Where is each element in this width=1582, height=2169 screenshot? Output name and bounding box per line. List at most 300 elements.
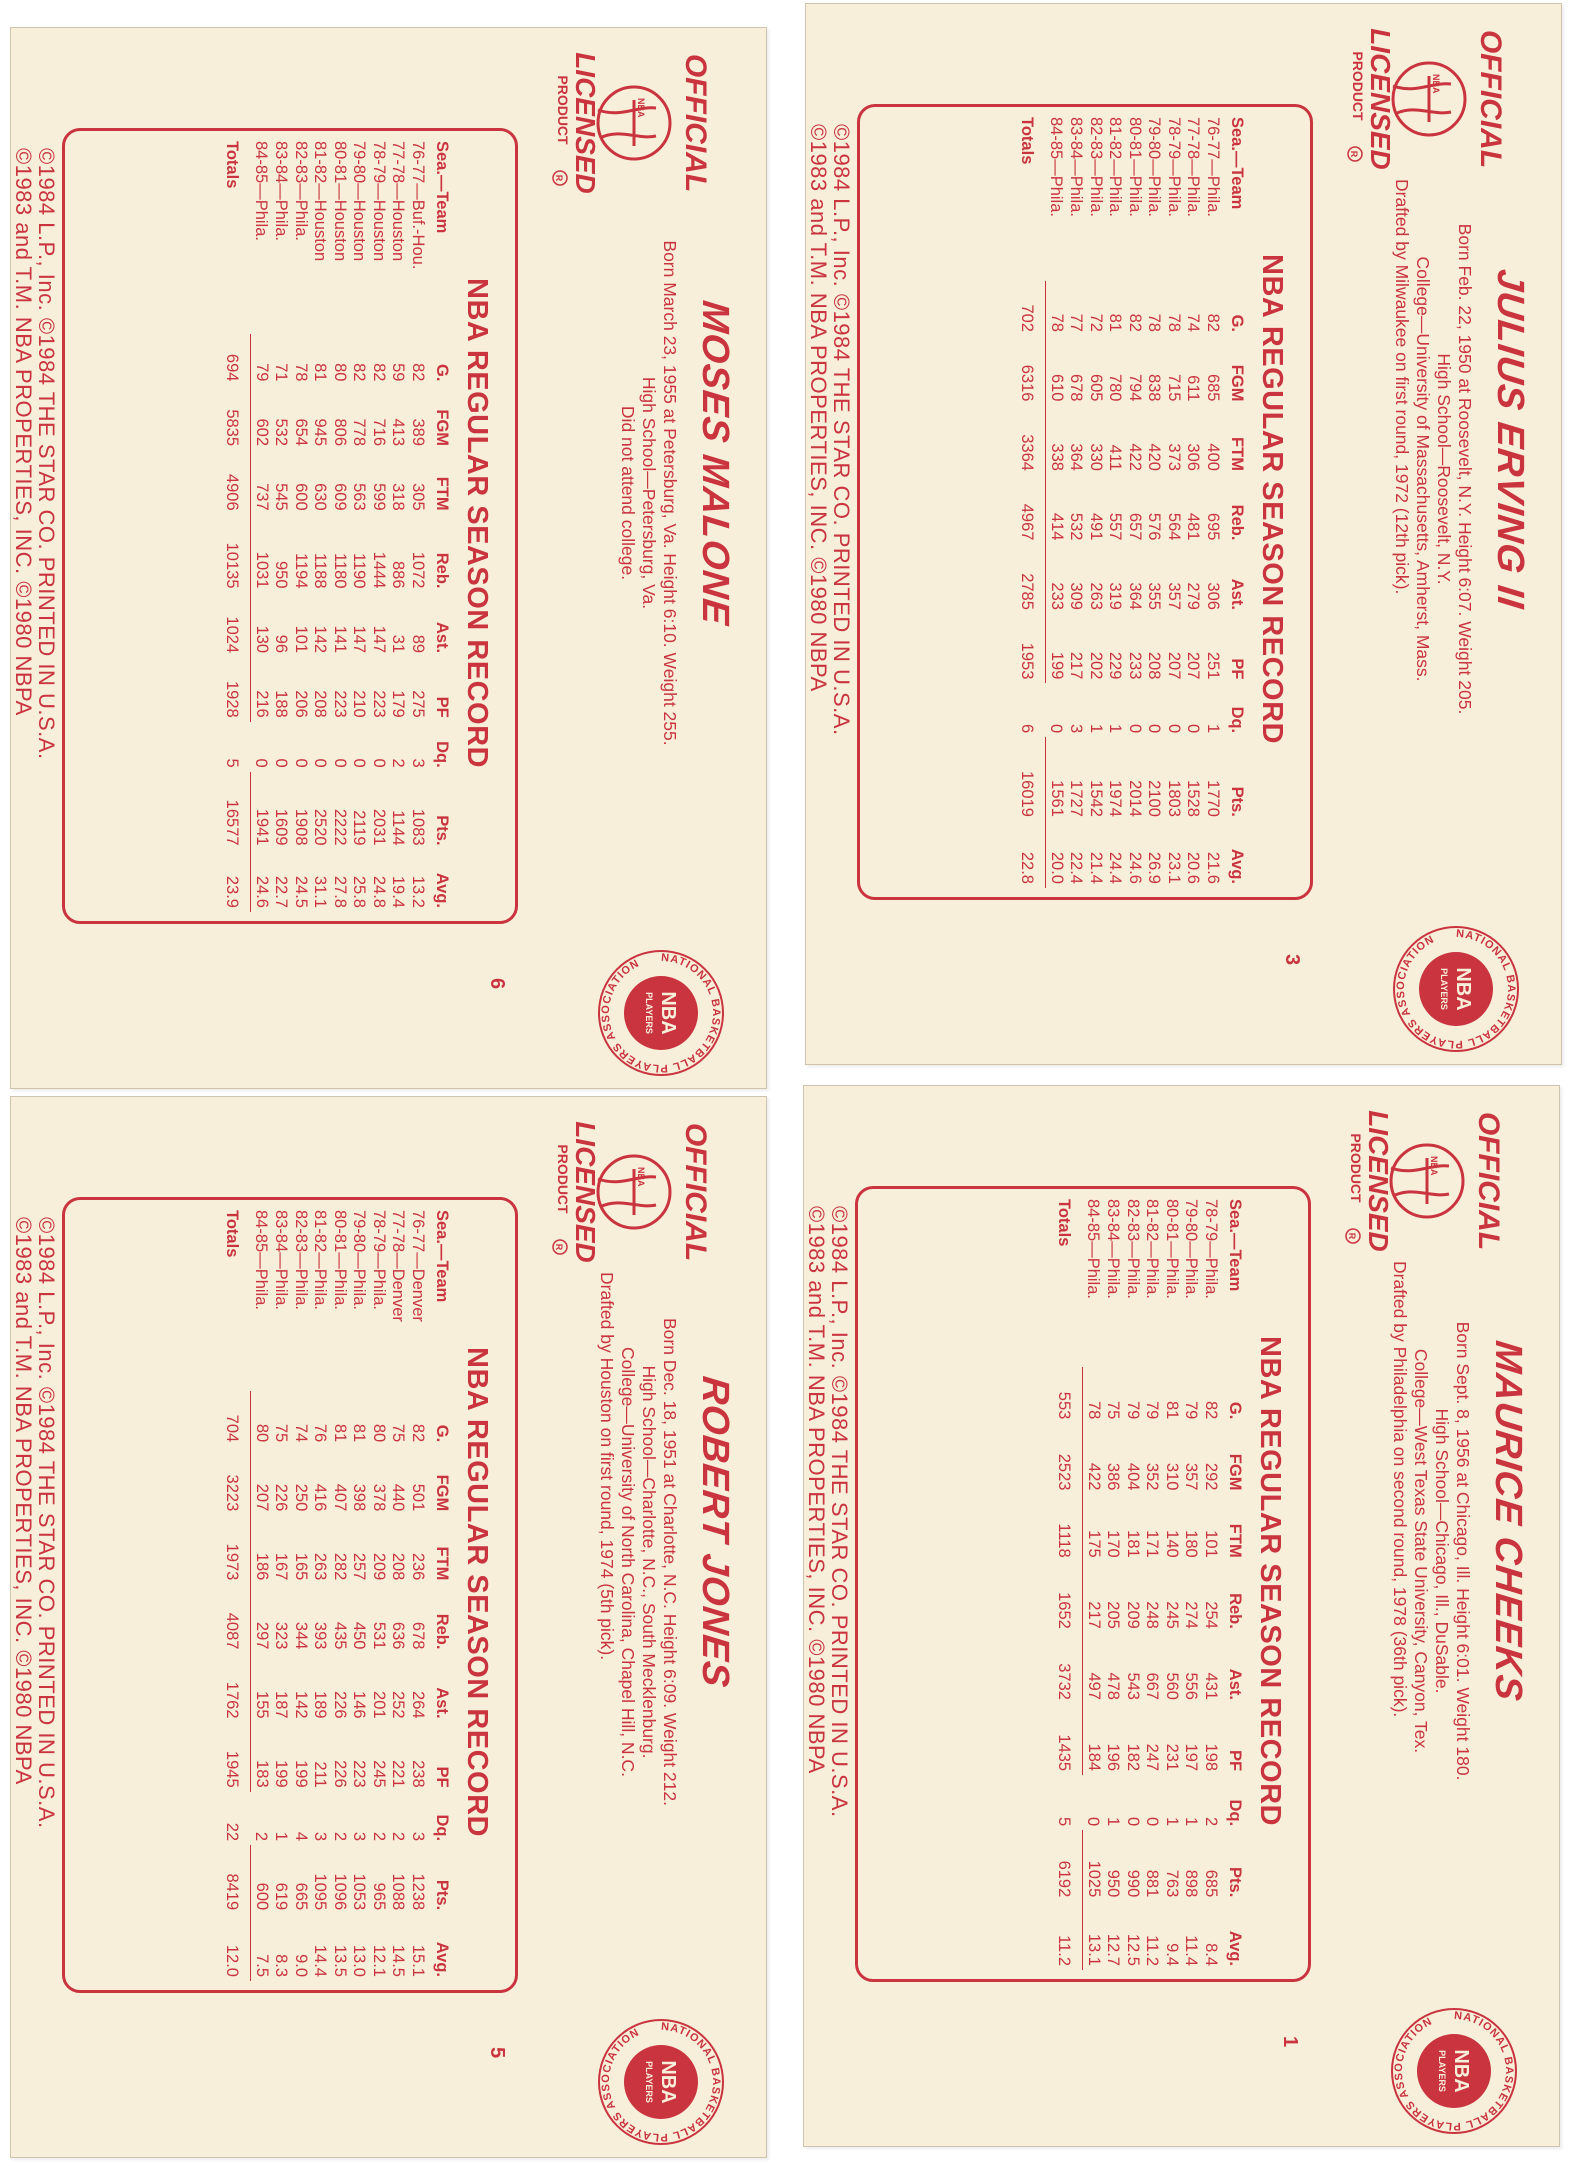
totals-label: Totals bbox=[223, 1210, 242, 1258]
table-cell: 221 bbox=[389, 1760, 408, 1788]
bio-line: Born Sept. 8, 1956 at Chicago, Ill. Height 6:01. Weight 180. bbox=[1453, 1321, 1473, 1781]
table-cell: 990 bbox=[1123, 1869, 1142, 1898]
copyright-line-1: ©1984 L.P., Inc. ©1984 THE STAR CO. PRINTED IN U.S.A. bbox=[34, 148, 59, 760]
table-cell: 0 bbox=[272, 758, 291, 768]
totals-cell: 23.9 bbox=[222, 850, 251, 912]
table-cell: 22.7 bbox=[272, 875, 291, 908]
table-cell: 79-80—Phila. bbox=[1182, 1199, 1201, 1299]
table-cell: 355 bbox=[1145, 582, 1164, 610]
official-nba: NBA bbox=[1429, 1156, 1439, 1176]
table-cell: 619 bbox=[272, 1882, 291, 1911]
card-back bbox=[806, 4, 1561, 1064]
table-cell: 778 bbox=[350, 418, 369, 447]
table-cell: 1542 bbox=[1086, 780, 1105, 817]
registered-mark: R bbox=[554, 174, 564, 182]
table-cell: 199 bbox=[291, 1760, 310, 1788]
table-row bbox=[369, 137, 389, 912]
table-cell: 26.9 bbox=[1145, 851, 1164, 884]
bio-line: College—University of Massachusetts, Amherst, Mass. bbox=[1413, 256, 1433, 682]
bio-line: Did not attend college. bbox=[618, 405, 638, 581]
table-cell: 199 bbox=[1047, 651, 1066, 680]
npa-ring-text: NATIONAL BASKETBALL PLAYERS ASSOCIATION bbox=[1392, 2009, 1516, 2133]
table-cell: 478 bbox=[1104, 1672, 1123, 1700]
table-row bbox=[1164, 113, 1184, 888]
totals-label: Totals bbox=[223, 141, 242, 189]
stats-box bbox=[857, 104, 1313, 900]
table-cell: 245 bbox=[369, 1760, 388, 1788]
table-cell: 217 bbox=[1084, 1601, 1103, 1629]
table-cell: 0 bbox=[1125, 723, 1144, 734]
totals-row bbox=[1054, 1195, 1083, 1970]
table-cell: 78 bbox=[1047, 313, 1066, 332]
table-cell: 83-84—Phila. bbox=[1067, 117, 1086, 217]
player-name: MOSES MALONE bbox=[694, 298, 736, 628]
table-cell: 23.1 bbox=[1164, 851, 1183, 884]
table-cell: 605 bbox=[1086, 373, 1105, 402]
totals-cell: 2785 bbox=[1017, 544, 1046, 613]
table-cell: 0 bbox=[1145, 723, 1164, 734]
table-cell: 167 bbox=[272, 1552, 291, 1581]
table-cell: 80 bbox=[369, 1423, 388, 1443]
table-cell: 83-84—Phila. bbox=[1104, 1199, 1123, 1299]
table-cell: 247 bbox=[1143, 1743, 1162, 1772]
npa-center-bottom: PLAYERS bbox=[1437, 2050, 1447, 2092]
table-cell: 400 bbox=[1203, 443, 1222, 471]
table-cell: 1770 bbox=[1203, 780, 1222, 817]
totals-cell: 16019 bbox=[1017, 737, 1046, 821]
table-cell: 898 bbox=[1182, 1869, 1201, 1898]
column-header: G. bbox=[1228, 314, 1246, 332]
column-header: Sea.—Team bbox=[433, 141, 451, 234]
table-cell: 81 bbox=[1106, 313, 1125, 332]
table-cell: 79 bbox=[1123, 1400, 1142, 1420]
bio-line: College—University of North Carolina, Chapel Hill, N.C. bbox=[618, 1347, 638, 1777]
table-cell: 245 bbox=[1162, 1601, 1181, 1629]
table-cell: 274 bbox=[1182, 1601, 1201, 1629]
table-cell: 11.2 bbox=[1143, 1935, 1162, 1966]
table-cell: 231 bbox=[1162, 1743, 1181, 1772]
table-cell: 389 bbox=[408, 418, 427, 447]
table-cell: 1561 bbox=[1047, 780, 1066, 817]
copyright-line-1: ©1984 L.P., Inc. ©1984 THE STAR CO. PRINTED IN U.S.A. bbox=[34, 1217, 59, 1829]
table-cell: 82 bbox=[350, 363, 369, 382]
table-cell: 76-77—Phila. bbox=[1203, 117, 1222, 217]
table-cell: 75 bbox=[1104, 1400, 1123, 1420]
table-cell: 80 bbox=[330, 363, 349, 382]
table-header-row bbox=[1222, 113, 1248, 888]
table-cell: 187 bbox=[272, 1691, 291, 1719]
table-cell: 12.5 bbox=[1123, 1933, 1142, 1966]
table-cell: 24.6 bbox=[252, 875, 271, 908]
totals-cell: 12.0 bbox=[222, 1914, 251, 1981]
table-cell: 79-80—Houston bbox=[350, 141, 369, 262]
table-cell: 80-81—Phila. bbox=[330, 1210, 349, 1310]
totals-cell: 1435 bbox=[1054, 1704, 1083, 1775]
totals-cell: 4967 bbox=[1017, 475, 1046, 544]
totals-cell: 1024 bbox=[222, 593, 251, 658]
table-cell: 1072 bbox=[408, 551, 427, 589]
table-cell: 78 bbox=[291, 363, 310, 382]
table-cell: 600 bbox=[291, 483, 310, 511]
column-header: G. bbox=[433, 364, 451, 382]
column-header: Ast. bbox=[433, 621, 451, 654]
table-cell: 226 bbox=[272, 1483, 291, 1512]
table-row bbox=[330, 137, 350, 912]
table-cell: 3 bbox=[350, 1831, 369, 1842]
table-cell: 1 bbox=[1086, 723, 1105, 734]
table-cell: 84-85—Phila. bbox=[1047, 117, 1066, 217]
table-cell: 685 bbox=[1201, 1869, 1220, 1898]
card-back bbox=[11, 28, 766, 1088]
table-cell: 630 bbox=[311, 483, 330, 511]
table-cell: 263 bbox=[311, 1552, 330, 1581]
player-bio bbox=[1391, 179, 1475, 759]
table-row bbox=[251, 1206, 271, 1981]
table-cell: 20.6 bbox=[1184, 851, 1203, 884]
bio-line: Drafted by Philadelphia on second round, 1978 (36th pick). bbox=[1390, 1261, 1410, 1718]
official-product: PRODUCT bbox=[555, 1144, 571, 1214]
table-cell: 71 bbox=[272, 363, 291, 382]
card-number: 6 bbox=[486, 978, 508, 990]
bio-line: Born Feb. 22, 1950 at Roosevelt, N.Y. Height 6:07. Weight 205. bbox=[1455, 223, 1475, 715]
table-cell: 306 bbox=[1184, 443, 1203, 471]
table-row bbox=[1103, 1195, 1123, 1970]
table-row bbox=[1125, 113, 1145, 888]
table-cell: 0 bbox=[350, 758, 369, 768]
table-cell: 292 bbox=[1201, 1462, 1220, 1491]
bio-line: Born March 23, 1955 at Petersburg, Va. Height 6:10. Weight 255. bbox=[660, 240, 680, 746]
table-cell: 543 bbox=[1123, 1672, 1142, 1700]
npa-ring-text: NATIONAL BASKETBALL PLAYERS ASSOCIATION bbox=[1394, 927, 1518, 1051]
table-cell: 24.6 bbox=[1125, 851, 1144, 884]
table-row bbox=[1105, 113, 1125, 888]
trading-card bbox=[10, 27, 767, 1089]
player-bio bbox=[617, 203, 680, 783]
table-cell: 13.0 bbox=[350, 1944, 369, 1977]
table-cell: 205 bbox=[1104, 1601, 1123, 1629]
table-cell: 208 bbox=[1145, 651, 1164, 680]
official-nba: NBA bbox=[636, 98, 646, 118]
player-name: MAURICE CHEEKS bbox=[1487, 1338, 1529, 1704]
table-cell: 83-84—Phila. bbox=[272, 1210, 291, 1310]
table-cell: 252 bbox=[389, 1691, 408, 1719]
player-name: ROBERT JONES bbox=[694, 1374, 736, 1690]
table-cell: 2031 bbox=[369, 808, 388, 846]
table-row bbox=[1162, 1195, 1182, 1970]
table-cell: 13.5 bbox=[330, 1944, 349, 1977]
bio-line: Born Dec. 18, 1951 at Charlotte, N.C. Height 6:09. Weight 212. bbox=[660, 1317, 680, 1806]
official-nba: NBA bbox=[636, 1167, 646, 1187]
table-cell: 233 bbox=[1125, 651, 1144, 680]
table-cell: 206 bbox=[291, 690, 310, 718]
table-cell: 1974 bbox=[1106, 780, 1125, 817]
table-cell: 564 bbox=[1164, 512, 1183, 541]
table-cell: 81 bbox=[311, 363, 330, 382]
table-cell: 202 bbox=[1086, 651, 1105, 680]
npa-logo-icon bbox=[596, 948, 726, 1078]
table-cell: 14.4 bbox=[311, 1944, 330, 1977]
table-cell: 1083 bbox=[408, 808, 427, 846]
table-cell: 0 bbox=[252, 758, 271, 768]
table-cell: 599 bbox=[369, 483, 388, 511]
table-cell: 15.1 bbox=[408, 1944, 427, 1977]
table-cell: 82-83—Phila. bbox=[1123, 1199, 1142, 1299]
totals-cell: 1953 bbox=[1017, 614, 1046, 683]
totals-cell: 4906 bbox=[222, 450, 251, 515]
column-header: Pts. bbox=[433, 1879, 451, 1911]
table-cell: 678 bbox=[408, 1621, 427, 1650]
table-cell: 207 bbox=[1164, 651, 1183, 680]
copyright-notice bbox=[805, 1206, 851, 2046]
table-cell: 319 bbox=[1106, 582, 1125, 610]
table-cell: 248 bbox=[1143, 1601, 1162, 1629]
table-row bbox=[1181, 1195, 1201, 1970]
table-cell: 2520 bbox=[311, 808, 330, 846]
table-cell: 77-78—Denver bbox=[389, 1210, 408, 1322]
totals-cell: 6192 bbox=[1054, 1830, 1083, 1901]
table-row bbox=[291, 1206, 311, 1981]
table-cell: 1803 bbox=[1164, 780, 1183, 817]
table-cell: 216 bbox=[252, 690, 271, 718]
table-cell: 576 bbox=[1145, 512, 1164, 541]
bio-line: College—West Texas State University, Canyon, Tex. bbox=[1411, 1348, 1431, 1754]
table-cell: 1194 bbox=[291, 553, 310, 589]
table-cell: 545 bbox=[272, 483, 291, 511]
table-cell: 82 bbox=[1125, 313, 1144, 332]
table-cell: 422 bbox=[1084, 1462, 1103, 1491]
table-cell: 226 bbox=[330, 1691, 349, 1719]
official-product: PRODUCT bbox=[555, 75, 571, 145]
npa-logo-icon bbox=[1391, 924, 1521, 1054]
trading-card bbox=[10, 1096, 767, 2158]
totals-cell: 22 bbox=[223, 1822, 242, 1842]
table-cell: 275 bbox=[408, 690, 427, 718]
table-cell: 79 bbox=[1182, 1400, 1201, 1420]
table-row bbox=[369, 1206, 389, 1981]
npa-logo-icon bbox=[596, 2017, 726, 2147]
table-cell: 416 bbox=[311, 1483, 330, 1512]
stats-table bbox=[1017, 113, 1248, 888]
column-header: PF bbox=[1226, 1750, 1244, 1772]
table-cell: 233 bbox=[1047, 582, 1066, 610]
table-cell: 82 bbox=[408, 1423, 427, 1443]
official-product: PRODUCT bbox=[1348, 1133, 1364, 1203]
table-cell: 420 bbox=[1145, 443, 1164, 471]
column-header: Reb. bbox=[433, 1613, 451, 1650]
table-cell: 357 bbox=[1182, 1462, 1201, 1491]
column-header: Avg. bbox=[433, 1941, 451, 1977]
column-header: FGM bbox=[433, 1474, 451, 1512]
table-cell: 1 bbox=[1203, 723, 1222, 734]
table-cell: 0 bbox=[1123, 1816, 1142, 1827]
table-cell: 1 bbox=[1162, 1816, 1181, 1827]
totals-cell: 22.8 bbox=[1017, 821, 1046, 888]
npa-center-top: NBA bbox=[1452, 967, 1474, 1011]
table-cell: 657 bbox=[1125, 512, 1144, 541]
table-row bbox=[1142, 1195, 1162, 1970]
table-cell: 77 bbox=[1067, 313, 1086, 332]
column-header: FGM bbox=[1228, 364, 1246, 402]
column-header: FTM bbox=[433, 476, 451, 511]
table-cell: 59 bbox=[389, 363, 408, 382]
table-cell: 945 bbox=[311, 418, 330, 447]
table-cell: 208 bbox=[389, 1552, 408, 1581]
card-number: 5 bbox=[486, 2047, 508, 2059]
table-cell: 1025 bbox=[1084, 1860, 1103, 1898]
official-top: OFFICIAL bbox=[679, 1122, 712, 1262]
table-cell: 81 bbox=[1162, 1400, 1181, 1420]
table-cell: 2014 bbox=[1125, 780, 1144, 817]
table-cell: 188 bbox=[272, 690, 291, 718]
copyright-notice bbox=[12, 148, 58, 988]
table-cell: 27.8 bbox=[330, 875, 349, 908]
column-header: PF bbox=[1228, 658, 1246, 680]
table-cell: 72 bbox=[1086, 313, 1105, 332]
table-cell: 3 bbox=[408, 758, 427, 768]
table-cell: 0 bbox=[1164, 723, 1183, 734]
table-cell: 1053 bbox=[350, 1873, 369, 1911]
table-cell: 695 bbox=[1203, 512, 1222, 541]
table-cell: 407 bbox=[330, 1483, 349, 1512]
table-cell: 610 bbox=[1047, 373, 1066, 402]
table-cell: 435 bbox=[330, 1621, 349, 1650]
official-licensed-product-icon bbox=[1341, 24, 1511, 174]
table-cell: 24.4 bbox=[1106, 851, 1125, 884]
table-row bbox=[271, 137, 291, 912]
table-cell: 1096 bbox=[330, 1873, 349, 1911]
totals-cell: 2523 bbox=[1054, 1423, 1083, 1494]
column-header: Dq. bbox=[433, 1814, 451, 1842]
table-cell: 21.6 bbox=[1203, 851, 1222, 884]
table-cell: 81-82—Phila. bbox=[1143, 1199, 1162, 1299]
totals-cell: 11.2 bbox=[1054, 1901, 1083, 1970]
table-cell: 20.0 bbox=[1047, 851, 1066, 884]
table-cell: 886 bbox=[389, 560, 408, 589]
table-cell: 1528 bbox=[1184, 780, 1203, 817]
table-cell: 2 bbox=[389, 758, 408, 768]
table-cell: 1190 bbox=[350, 553, 369, 589]
table-cell: 198 bbox=[1201, 1743, 1220, 1772]
table-cell: 78 bbox=[1145, 313, 1164, 332]
column-header: Reb. bbox=[433, 552, 451, 589]
table-cell: 263 bbox=[1086, 582, 1105, 610]
table-row bbox=[1201, 1195, 1221, 1970]
table-cell: 77-78—Phila. bbox=[1184, 117, 1203, 217]
stats-box bbox=[62, 1197, 518, 1993]
table-cell: 81-82—Phila. bbox=[311, 1210, 330, 1310]
totals-cell: 1652 bbox=[1054, 1562, 1083, 1633]
table-cell: 497 bbox=[1084, 1672, 1103, 1700]
table-cell: 0 bbox=[330, 758, 349, 768]
table-cell: 184 bbox=[1084, 1743, 1103, 1772]
table-cell: 82-83—Phila. bbox=[291, 141, 310, 241]
column-header: FGM bbox=[1226, 1453, 1244, 1491]
column-header: Pts. bbox=[1228, 786, 1246, 817]
table-cell: 323 bbox=[272, 1621, 291, 1650]
table-cell: 209 bbox=[1123, 1601, 1142, 1629]
table-cell: 84-85—Phila. bbox=[252, 1210, 271, 1310]
copyright-notice bbox=[807, 124, 853, 964]
table-cell: 209 bbox=[369, 1552, 388, 1581]
table-cell: 2 bbox=[330, 1831, 349, 1842]
table-cell: 1 bbox=[1182, 1816, 1201, 1827]
table-cell: 306 bbox=[1203, 582, 1222, 610]
table-cell: 2119 bbox=[350, 810, 369, 846]
table-cell: 217 bbox=[1067, 651, 1086, 680]
official-licensed-product-icon bbox=[546, 48, 716, 198]
official-top: OFFICIAL bbox=[679, 53, 712, 193]
table-cell: 147 bbox=[369, 625, 388, 654]
table-cell: 0 bbox=[1184, 723, 1203, 734]
table-cell: 170 bbox=[1104, 1530, 1123, 1558]
section-title: NBA REGULAR SEASON RECORD bbox=[461, 278, 493, 768]
table-cell: 393 bbox=[311, 1621, 330, 1650]
card-number: 1 bbox=[1279, 2036, 1301, 2048]
totals-cell: 3223 bbox=[222, 1446, 251, 1515]
table-cell: 309 bbox=[1067, 582, 1086, 610]
stats-box bbox=[855, 1186, 1311, 1982]
table-cell: 180 bbox=[1182, 1530, 1201, 1558]
table-cell: 422 bbox=[1125, 443, 1144, 471]
table-cell: 13.2 bbox=[408, 875, 427, 908]
column-header: Ast. bbox=[433, 1687, 451, 1719]
table-row bbox=[349, 1206, 369, 1981]
table-cell: 297 bbox=[252, 1621, 271, 1650]
table-cell: 78-79—Phila. bbox=[1164, 117, 1183, 217]
table-cell: 557 bbox=[1106, 512, 1125, 541]
table-cell: 560 bbox=[1162, 1672, 1181, 1700]
table-cell: 182 bbox=[1123, 1743, 1142, 1772]
table-cell: 146 bbox=[350, 1691, 369, 1719]
table-cell: 257 bbox=[350, 1552, 369, 1581]
official-bottom: LICENSED bbox=[1365, 28, 1396, 170]
column-header: Dq. bbox=[1228, 706, 1246, 734]
table-cell: 84-85—Phila. bbox=[252, 141, 271, 241]
official-nba: NBA bbox=[1431, 74, 1441, 94]
table-cell: 142 bbox=[311, 625, 330, 654]
table-cell: 197 bbox=[1182, 1743, 1201, 1772]
table-row bbox=[388, 1206, 408, 1981]
table-cell: 8.3 bbox=[272, 1954, 291, 1977]
table-row bbox=[330, 1206, 350, 1981]
table-cell: 665 bbox=[291, 1882, 310, 1911]
totals-cell: 10135 bbox=[222, 515, 251, 593]
table-cell: 210 bbox=[350, 690, 369, 718]
table-cell: 81-82—Phila. bbox=[1106, 117, 1125, 217]
column-header: Ast. bbox=[1228, 578, 1246, 610]
totals-cell: 6316 bbox=[1017, 336, 1046, 405]
player-name: JULIUS ERVING II bbox=[1489, 267, 1531, 611]
totals-cell: 6 bbox=[1018, 723, 1037, 734]
column-header: Sea.—Team bbox=[433, 1210, 451, 1303]
table-cell: 1444 bbox=[369, 551, 388, 589]
table-cell: 716 bbox=[369, 418, 388, 447]
table-cell: 431 bbox=[1201, 1672, 1220, 1700]
table-cell: 2 bbox=[369, 1831, 388, 1842]
table-header-row bbox=[427, 137, 453, 912]
table-cell: 636 bbox=[389, 1621, 408, 1650]
table-cell: 1031 bbox=[252, 551, 271, 589]
card-number: 3 bbox=[1281, 954, 1303, 966]
table-cell: 79-80—Phila. bbox=[1145, 117, 1164, 217]
table-cell: 82 bbox=[1201, 1400, 1220, 1420]
column-header: Sea.—Team bbox=[1228, 117, 1246, 210]
table-cell: 414 bbox=[1047, 512, 1066, 541]
npa-center-bottom: PLAYERS bbox=[1439, 968, 1449, 1010]
table-cell: 201 bbox=[369, 1691, 388, 1719]
table-cell: 14.5 bbox=[389, 1944, 408, 1977]
table-cell: 155 bbox=[252, 1691, 271, 1719]
